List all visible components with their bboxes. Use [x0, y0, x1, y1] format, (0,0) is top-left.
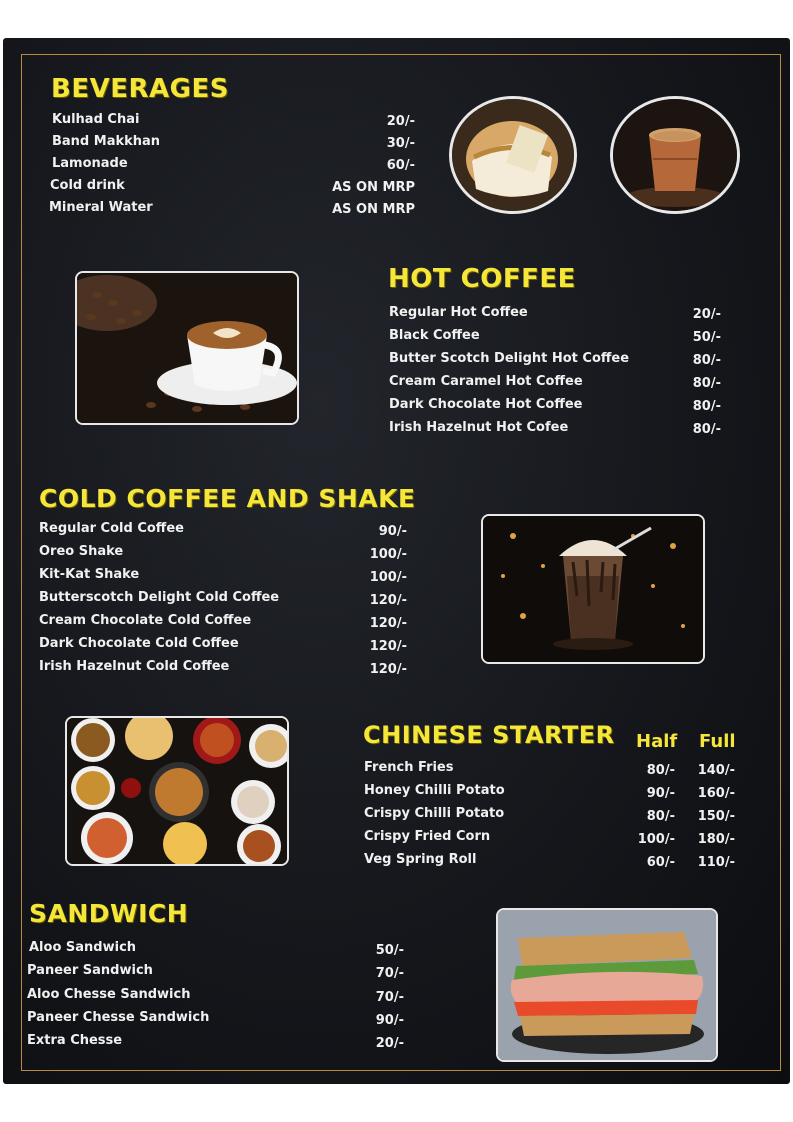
menu-item-price: 90/-	[375, 1013, 404, 1028]
hot-coffee-heading: HOT COFFEE	[388, 264, 576, 294]
menu-item-name: Aloo Sandwich	[29, 940, 137, 955]
menu-item-name: Black Coffee	[389, 328, 480, 343]
menu-item-price: 120/-	[369, 616, 407, 631]
menu-item-name: Extra Chesse	[27, 1033, 123, 1048]
latte-cup-photo	[75, 271, 299, 425]
menu-item-price: 80/-	[692, 376, 721, 391]
menu-item-name: Kit-Kat Shake	[39, 567, 140, 582]
menu-item-name: Cream Caramel Hot Coffee	[389, 374, 583, 389]
menu-item-price: 70/-	[375, 966, 404, 981]
full-price: 150/-	[697, 809, 735, 824]
menu-item-name: Butterscotch Delight Cold Coffee	[39, 590, 280, 605]
beverages-heading: BEVERAGES	[51, 74, 229, 104]
menu-item-name: Dark Chocolate Cold Coffee	[39, 636, 239, 651]
menu-item-price: 30/-	[386, 136, 415, 151]
menu-item-name: Crispy Fried Corn	[364, 829, 491, 844]
menu-item-price: 20/-	[386, 114, 415, 129]
menu-item-price: 80/-	[692, 422, 721, 437]
full-price: 140/-	[697, 763, 735, 778]
menu-item-price: 70/-	[375, 990, 404, 1005]
menu-item-name: Mineral Water	[49, 200, 153, 215]
chinese-dishes-photo	[65, 716, 289, 866]
half-price: 90/-	[646, 786, 675, 801]
half-price: 100/-	[637, 832, 675, 847]
menu-item-price: 80/-	[692, 353, 721, 368]
menu-item-name: French Fries	[364, 760, 454, 775]
menu-item-name: Dark Chocolate Hot Coffee	[389, 397, 583, 412]
menu-item-price: 50/-	[375, 943, 404, 958]
menu-item-name: Aloo Chesse Sandwich	[27, 987, 191, 1002]
menu-item-name: Kulhad Chai	[52, 112, 140, 127]
half-column-header: Half	[636, 731, 678, 752]
menu-item-name: Oreo Shake	[39, 544, 124, 559]
full-column-header: Full	[699, 731, 736, 752]
bun-maska-photo	[449, 96, 577, 214]
menu-item-name: Cream Chocolate Cold Coffee	[39, 613, 252, 628]
menu-item-name: Crispy Chilli Potato	[364, 806, 505, 821]
menu-item-name: Butter Scotch Delight Hot Coffee	[389, 351, 630, 366]
menu-item-price: 60/-	[386, 158, 415, 173]
menu-item-name: Regular Cold Coffee	[39, 521, 184, 536]
menu-item-price: 50/-	[692, 330, 721, 345]
menu-item-name: Paneer Sandwich	[27, 963, 153, 978]
menu-item-name: Cold drink	[50, 178, 125, 193]
cold-coffee-glass-photo	[481, 514, 705, 664]
menu-item-name: Honey Chilli Potato	[364, 783, 505, 798]
half-price: 60/-	[646, 855, 675, 870]
menu-item-price: 20/-	[692, 307, 721, 322]
menu-item-name: Paneer Chesse Sandwich	[27, 1010, 210, 1025]
sandwich-photo	[496, 908, 718, 1062]
full-price: 160/-	[697, 786, 735, 801]
menu-item-name: Regular Hot Coffee	[389, 305, 528, 320]
kulhad-chai-photo	[610, 96, 740, 214]
menu-item-price: 120/-	[369, 593, 407, 608]
cold-coffee-heading: COLD COFFEE AND SHAKE	[39, 484, 416, 513]
menu-item-price: 90/-	[378, 524, 407, 539]
chinese-starter-heading: CHINESE STARTER	[363, 721, 615, 749]
menu-item-price: 80/-	[692, 399, 721, 414]
menu-item-price: 120/-	[369, 639, 407, 654]
full-price: 180/-	[697, 832, 735, 847]
menu-item-price: 20/-	[375, 1036, 404, 1051]
menu-item-name: Veg Spring Roll	[364, 852, 477, 867]
full-price: 110/-	[697, 855, 735, 870]
half-price: 80/-	[646, 763, 675, 778]
menu-item-price: 100/-	[369, 547, 407, 562]
menu-item-price: AS ON MRP	[332, 180, 415, 195]
menu-item-name: Band Makkhan	[52, 134, 161, 149]
menu-item-price: 100/-	[369, 570, 407, 585]
sandwich-heading: SANDWICH	[29, 899, 189, 928]
menu-item-name: Irish Hazelnut Cold Coffee	[39, 659, 230, 674]
menu-item-price: AS ON MRP	[332, 202, 415, 217]
menu-item-name: Irish Hazelnut Hot Cofee	[389, 420, 569, 435]
menu-item-price: 120/-	[369, 662, 407, 677]
menu-card	[3, 38, 790, 1084]
half-price: 80/-	[646, 809, 675, 824]
menu-item-name: Lamonade	[52, 156, 128, 171]
